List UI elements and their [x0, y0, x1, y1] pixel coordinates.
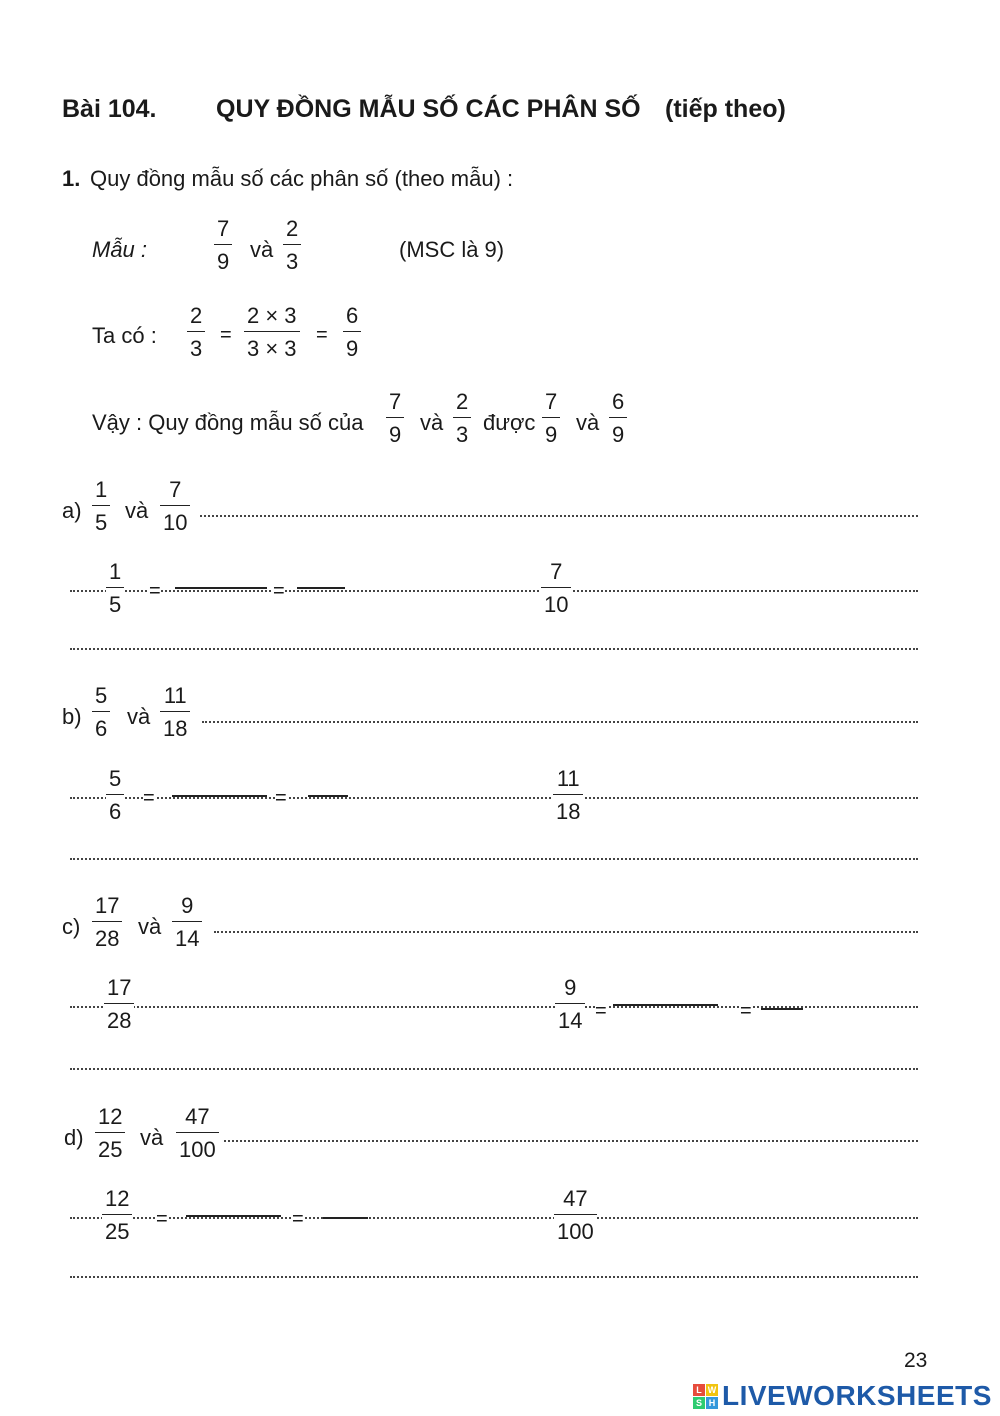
lesson-number: Bài 104.	[62, 95, 157, 123]
problem-a-work-fraction-1: 1 5	[106, 561, 124, 616]
equals-sign: =	[595, 1000, 607, 1022]
equals-sign: =	[143, 787, 155, 809]
problem-c-fraction-2: 9 14	[172, 895, 202, 950]
and-word: và	[420, 410, 444, 435]
answer-line[interactable]	[200, 515, 918, 517]
answer-line[interactable]	[70, 648, 918, 650]
equals-sign: =	[220, 324, 232, 346]
msc-note: (MSC là 9)	[399, 237, 505, 262]
page-number: 23	[904, 1349, 928, 1372]
problem-b-fraction-1: 5 6	[92, 685, 110, 740]
answer-blank[interactable]	[175, 587, 267, 589]
equals-sign: =	[156, 1208, 168, 1230]
problem-a-fraction-1: 1 5	[92, 479, 110, 534]
answer-line[interactable]	[70, 858, 918, 860]
answer-blank[interactable]	[186, 1215, 281, 1217]
problem-a-fraction-2: 7 10	[160, 479, 190, 534]
and-word: và	[127, 704, 151, 729]
problem-b-work-fraction-2: 11 18	[553, 768, 583, 823]
equals-sign: =	[273, 580, 285, 602]
answer-line[interactable]	[70, 1068, 918, 1070]
problem-c-work-fraction-2: 9 14	[555, 977, 585, 1032]
answer-line[interactable]	[70, 590, 918, 592]
and-word: và	[125, 498, 149, 523]
lesson-subtitle: (tiếp theo)	[665, 95, 786, 123]
equals-sign: =	[149, 580, 161, 602]
answer-blank[interactable]	[613, 1004, 718, 1006]
and-word: và	[250, 237, 274, 262]
logo-wordmark: LIVEWORKSHEETS	[722, 1380, 992, 1411]
answer-line[interactable]	[70, 1276, 918, 1278]
example-label: Mẫu :	[92, 237, 148, 262]
problem-d-work-fraction-1: 12 25	[102, 1188, 132, 1243]
equals-sign: =	[292, 1208, 304, 1230]
conclusion-fraction-2: 2 3	[453, 391, 471, 446]
conclusion-fraction-3: 7 9	[542, 391, 560, 446]
answer-blank[interactable]	[172, 795, 267, 797]
problem-d-label: d)	[64, 1125, 84, 1150]
answer-line[interactable]	[224, 1140, 918, 1142]
calc-fraction: 2 3	[187, 305, 205, 360]
answer-blank[interactable]	[308, 795, 348, 797]
problem-c-work-fraction-1: 17 28	[104, 977, 134, 1032]
problem-b-fraction-2: 11 18	[160, 685, 190, 740]
problem-d-fraction-2: 47 100	[176, 1106, 219, 1161]
liveworksheets-logo	[693, 1380, 992, 1412]
problem-b-work-fraction-1: 5 6	[106, 768, 124, 823]
problem-a-work-fraction-2: 7 10	[541, 561, 571, 616]
lesson-title: QUY ĐỒNG MẪU SỐ CÁC PHÂN SỐ	[216, 95, 641, 123]
problem-a-label: a)	[62, 498, 82, 523]
conclusion-fraction-1: 7 9	[386, 391, 404, 446]
and-word: và	[576, 410, 600, 435]
exercise-instruction: Quy đồng mẫu số các phân số (theo mẫu) :	[90, 166, 514, 191]
duoc-word: được	[483, 410, 536, 435]
exercise-number: 1.	[62, 166, 81, 191]
equals-sign: =	[275, 787, 287, 809]
problem-b-label: b)	[62, 704, 82, 729]
answer-line[interactable]	[70, 797, 918, 799]
conclusion-text: Vậy : Quy đồng mẫu số của	[92, 410, 364, 435]
and-word: và	[140, 1125, 164, 1150]
conclusion-fraction-4: 6 9	[609, 391, 627, 446]
and-word: và	[138, 914, 162, 939]
answer-blank[interactable]	[297, 587, 345, 589]
answer-blank[interactable]	[761, 1008, 803, 1010]
answer-line[interactable]	[214, 931, 918, 933]
example-fraction-2: 2 3	[283, 218, 301, 273]
problem-c-label: c)	[62, 914, 81, 939]
taco-label: Ta có :	[92, 323, 157, 348]
logo-icon: L W S H	[693, 1384, 718, 1409]
example-fraction-1: 7 9	[214, 218, 232, 273]
problem-c-fraction-1: 17 28	[92, 895, 122, 950]
equals-sign: =	[316, 324, 328, 346]
calc-result-fraction: 6 9	[343, 305, 361, 360]
equals-sign: =	[740, 1000, 752, 1022]
answer-blank[interactable]	[323, 1217, 368, 1219]
calc-mid-fraction: 2 × 3 3 × 3	[244, 305, 300, 360]
problem-d-fraction-1: 12 25	[95, 1106, 125, 1161]
answer-line[interactable]	[70, 1217, 918, 1219]
problem-d-work-fraction-2: 47 100	[554, 1188, 597, 1243]
answer-line[interactable]	[202, 721, 918, 723]
